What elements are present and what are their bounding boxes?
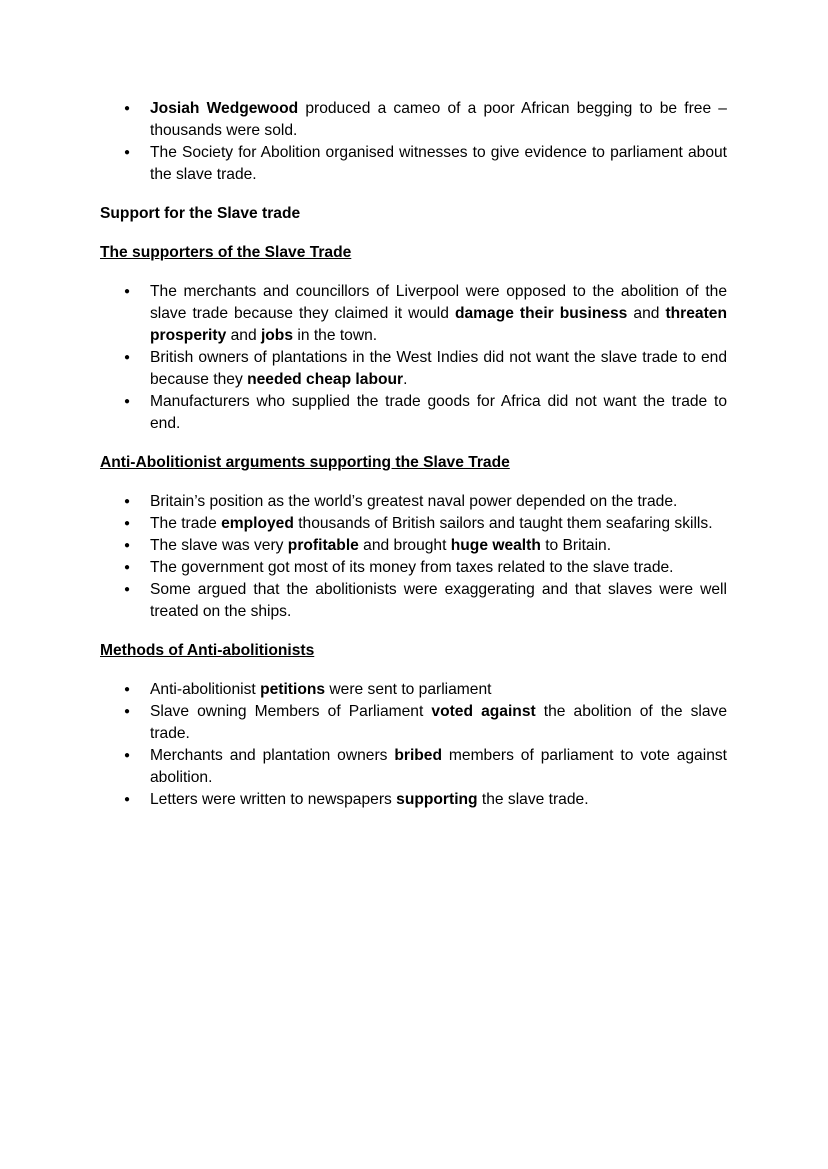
text: Britain’s position as the world’s greatest naval power depended on the trade. bbox=[150, 493, 678, 510]
text: Slave owning Members of Parliament bbox=[150, 703, 432, 720]
text: and bbox=[226, 327, 261, 344]
bold-text: employed bbox=[221, 515, 294, 532]
text: Manufacturers who supplied the trade goods for Africa did not want the trade to end. bbox=[150, 393, 727, 432]
bold-text: petitions bbox=[260, 681, 326, 698]
text: and bbox=[627, 305, 666, 322]
list-item bbox=[100, 745, 727, 789]
text: and brought bbox=[358, 537, 451, 554]
text: produced a cameo of a poor African begging to be free – thousands were sold. bbox=[150, 100, 727, 139]
intro-list bbox=[100, 98, 727, 186]
list-item bbox=[100, 391, 727, 435]
section-title: Support for the Slave trade bbox=[100, 205, 301, 222]
text: members of parliament to vote against abolition. bbox=[150, 747, 727, 786]
list-item bbox=[100, 679, 727, 701]
list-item bbox=[100, 789, 727, 811]
text: Anti-abolitionist bbox=[150, 681, 261, 698]
bold-text: damage their business bbox=[454, 305, 628, 322]
bold-text: supporting bbox=[396, 791, 478, 808]
heading-methods: Methods of Anti-abolitionists bbox=[100, 642, 315, 659]
text: Letters were written to newspapers bbox=[150, 791, 397, 808]
bold-text: needed cheap labour bbox=[247, 371, 404, 388]
bold-text: Josiah Wedgewood bbox=[150, 100, 299, 117]
heading-supporters: The supporters of the Slave Trade bbox=[100, 244, 352, 261]
text: the slave trade. bbox=[477, 791, 589, 808]
text: The government got most of its money from taxes related to the slave trade. bbox=[150, 559, 674, 576]
document-page bbox=[100, 98, 727, 811]
bold-text: huge wealth bbox=[450, 537, 541, 554]
methods-list bbox=[100, 679, 727, 811]
bold-text: jobs bbox=[260, 327, 294, 344]
text: The Society for Abolition organised witnesses to give evidence to parliament about the slave trade. bbox=[150, 144, 727, 183]
text: The trade bbox=[150, 515, 222, 532]
list-item bbox=[100, 701, 727, 745]
text: The merchants and councillors of Liverpool were opposed to the abolition of the slave trade because they claimed it would bbox=[150, 283, 727, 322]
text: British owners of plantations in the West Indies did not want the slave trade to end because they bbox=[150, 349, 727, 388]
list-item bbox=[100, 491, 727, 513]
bold-text: profitable bbox=[287, 537, 359, 554]
list-item bbox=[100, 281, 727, 347]
text: in the town. bbox=[293, 327, 378, 344]
list-item bbox=[100, 513, 727, 535]
list-item bbox=[100, 535, 727, 557]
text: The slave was very bbox=[150, 537, 288, 554]
text: were sent to parliament bbox=[325, 681, 492, 698]
text: to Britain. bbox=[540, 537, 612, 554]
bold-text: bribed bbox=[394, 747, 442, 764]
bold-text: voted against bbox=[431, 703, 536, 720]
bold-text: threaten prosperity bbox=[150, 305, 727, 344]
arguments-list bbox=[100, 491, 727, 623]
list-item bbox=[100, 557, 727, 579]
list-item bbox=[100, 98, 727, 142]
list-item bbox=[100, 579, 727, 623]
text: Merchants and plantation owners bbox=[150, 747, 395, 764]
text: the abolition of the slave trade. bbox=[150, 703, 727, 742]
list-item bbox=[100, 142, 727, 186]
heading-arguments: Anti-Abolitionist arguments supporting the Slave Trade bbox=[100, 454, 510, 471]
list-item bbox=[100, 347, 727, 391]
supporters-list bbox=[100, 281, 727, 435]
text: Some argued that the abolitionists were exaggerating and that slaves were well treated on the ships. bbox=[150, 581, 727, 620]
text: thousands of British sailors and taught them seafaring skills. bbox=[293, 515, 713, 532]
text: . bbox=[403, 371, 408, 388]
